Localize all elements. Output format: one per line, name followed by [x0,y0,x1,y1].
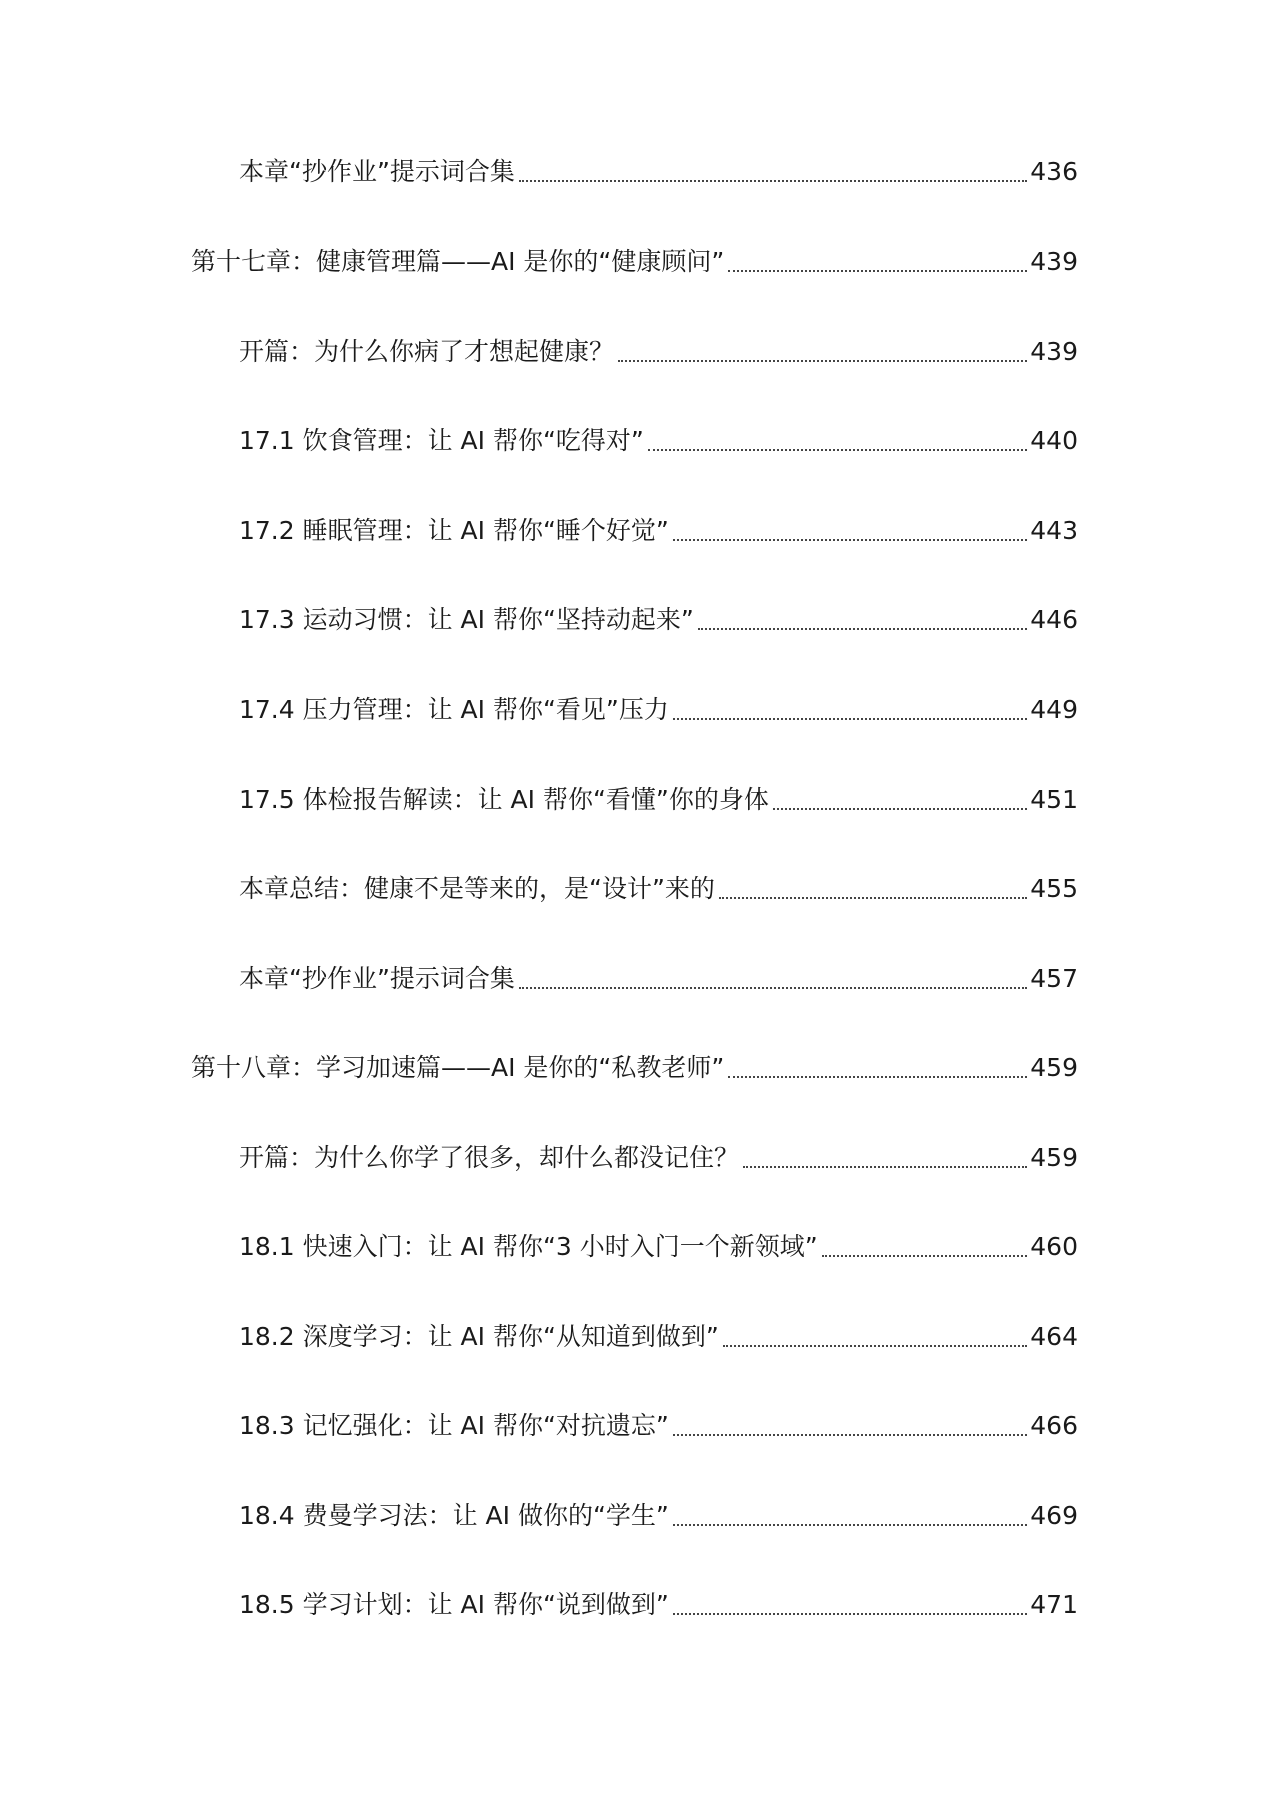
toc-entry-page: 459 [1030,1143,1078,1172]
toc-entry[interactable] [239,1317,1078,1357]
toc-entry-page: 451 [1030,785,1078,814]
toc-entry-title: 开篇：为什么你病了才想起健康？ [239,337,615,366]
toc-entry-page: 469 [1030,1501,1078,1530]
toc-entry-title: 17.1 饮食管理：让 AI 帮你“吃得对” [239,426,644,455]
toc-dot-leader [673,718,1027,720]
toc-entry-page: 446 [1030,605,1078,634]
toc-entry-title: 第十七章：健康管理篇——AI 是你的“健康顾问” [191,247,725,276]
toc-entry[interactable] [239,600,1078,640]
toc-entry-page: 455 [1030,874,1078,903]
toc-dot-leader [673,1434,1027,1436]
toc-entry-title: 本章总结：健康不是等来的，是“设计”来的 [239,874,715,903]
toc-entry-page: 466 [1030,1411,1078,1440]
toc-entry-title: 开篇：为什么你学了很多，却什么都没记住？ [239,1143,740,1172]
toc-entry[interactable] [239,332,1078,372]
toc-entry[interactable] [239,511,1078,551]
toc-entry-title: 本章“抄作业”提示词合集 [239,964,515,993]
toc-entry-title: 第十八章：学习加速篇——AI 是你的“私教老师” [191,1053,725,1082]
toc-entry[interactable] [239,959,1078,999]
toc-dot-leader [519,180,1027,182]
toc-entry-title: 17.5 体检报告解读：让 AI 帮你“看懂”你的身体 [239,785,769,814]
toc-chapter-entry[interactable] [191,242,1078,282]
toc-entry-page: 443 [1030,516,1078,545]
toc-entry[interactable] [239,421,1078,461]
toc-entry-title: 18.1 快速入门：让 AI 帮你“3 小时入门一个新领域” [239,1232,818,1261]
toc-entry[interactable] [239,780,1078,820]
toc-entry[interactable] [239,1406,1078,1446]
toc-entry[interactable] [239,1585,1078,1625]
toc-dot-leader [822,1255,1028,1257]
toc-entry[interactable] [239,1227,1078,1267]
toc-entry-page: 439 [1030,247,1078,276]
toc-dot-leader [743,1166,1027,1168]
toc-entry-page: 471 [1030,1590,1078,1619]
toc-entry-page: 436 [1030,157,1078,186]
toc-entry[interactable] [239,690,1078,730]
toc-entry[interactable] [239,152,1078,192]
toc-entry-title: 18.4 费曼学习法：让 AI 做你的“学生” [239,1501,669,1530]
toc-entry[interactable] [239,1496,1078,1536]
toc-entry-title: 18.2 深度学习：让 AI 帮你“从知道到做到” [239,1322,719,1351]
toc-entry-page: 464 [1030,1322,1078,1351]
toc-entry-title: 17.3 运动习惯：让 AI 帮你“坚持动起来” [239,605,694,634]
toc-entry-page: 449 [1030,695,1078,724]
toc-chapter-entry[interactable] [191,1048,1078,1088]
toc-entry-title: 18.3 记忆强化：让 AI 帮你“对抗遗忘” [239,1411,669,1440]
toc-dot-leader [618,360,1027,362]
toc-entry-page: 440 [1030,426,1078,455]
toc-dot-leader [773,808,1027,810]
toc-entry[interactable] [239,1138,1078,1178]
toc-entry-page: 460 [1030,1232,1078,1261]
toc-dot-leader [719,897,1027,899]
toc-dot-leader [648,449,1027,451]
toc-entry-title: 18.5 学习计划：让 AI 帮你“说到做到” [239,1590,669,1619]
toc-entry-page: 439 [1030,337,1078,366]
toc-entry-page: 459 [1030,1053,1078,1082]
toc-dot-leader [698,628,1027,630]
toc-dot-leader [728,1076,1027,1078]
toc-entry-title: 本章“抄作业”提示词合集 [239,157,515,186]
toc-dot-leader [673,1524,1027,1526]
toc-dot-leader [673,1613,1027,1615]
toc-entry[interactable] [239,869,1078,909]
toc-dot-leader [723,1345,1027,1347]
toc-entry-title: 17.2 睡眠管理：让 AI 帮你“睡个好觉” [239,516,669,545]
toc-dot-leader [728,270,1027,272]
toc-entry-title: 17.4 压力管理：让 AI 帮你“看见”压力 [239,695,669,724]
toc-entry-page: 457 [1030,964,1078,993]
toc-dot-leader [673,539,1027,541]
toc-dot-leader [519,987,1027,989]
